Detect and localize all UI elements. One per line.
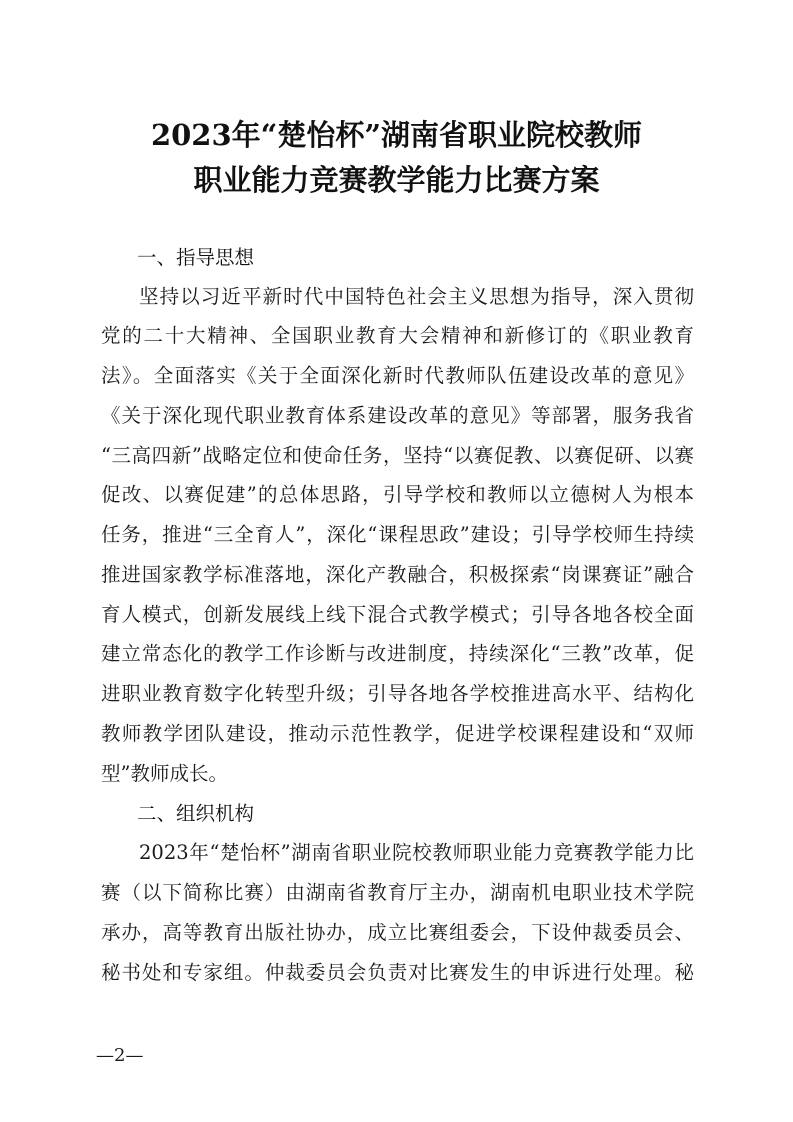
section-heading-organization: 二、组织机构 [137,802,255,825]
paragraph-line: 法》。全面落实《关于全面深化新时代教师队伍建设改革的意见》 [101,364,694,387]
paragraph-line: 教师教学团队建设，推动示范性教学，促进学校课程建设和“双师 [101,722,694,745]
section-heading-guiding-ideology: 一、指导思想 [137,246,255,269]
paragraph-line: 《关于深化现代职业教育体系建设改革的意见》等部署，服务我省 [101,404,694,427]
paragraph-line: 2023年“楚怡杯”湖南省职业院校教师职业能力竞赛教学能力比 [139,841,694,864]
paragraph-line: 育人模式，创新发展线上线下混合式教学模式；引导各地各校全面 [101,603,694,626]
document-title-line-1: 2023年“楚怡杯”湖南省职业院校教师 [150,118,643,152]
document-title-line-2: 职业能力竞赛教学能力比赛方案 [193,163,600,197]
paragraph-line: 推进国家教学标准落地，深化产教融合，积极探索“岗课赛证”融合 [101,563,694,586]
paragraph-line: 型”教师成长。 [101,762,228,785]
paragraph-line: 党的二十大精神、全国职业教育大会精神和新修订的《职业教育 [101,324,694,347]
paragraph-line: “三高四新”战略定位和使命任务，坚持“以赛促教、以赛促研、以赛 [101,444,694,467]
paragraph-line: 秘书处和专家组。仲裁委员会负责对比赛发生的申诉进行处理。秘 [101,961,694,984]
paragraph-line: 任务，推进“三全育人”，深化“课程思政”建设；引导学校师生持续 [101,523,694,546]
paragraph-line: 进职业教育数字化转型升级；引导各地各学校推进高水平、结构化 [101,682,694,705]
paragraph-line: 承办，高等教育出版社协办，成立比赛组委会，下设仲裁委员会、 [101,921,694,944]
paragraph-line: 建立常态化的教学工作诊断与改进制度，持续深化“三教”改革，促 [101,642,694,665]
paragraph-line: 促改、以赛促建”的总体思路，引导学校和教师以立德树人为根本 [101,483,694,506]
paragraph-line: 赛（以下简称比赛）由湖南省教育厅主办，湖南机电职业技术学院 [101,881,694,904]
paragraph-line: 坚持以习近平新时代中国特色社会主义思想为指导，深入贯彻 [139,285,694,308]
page-number: —2— [96,1045,144,1066]
